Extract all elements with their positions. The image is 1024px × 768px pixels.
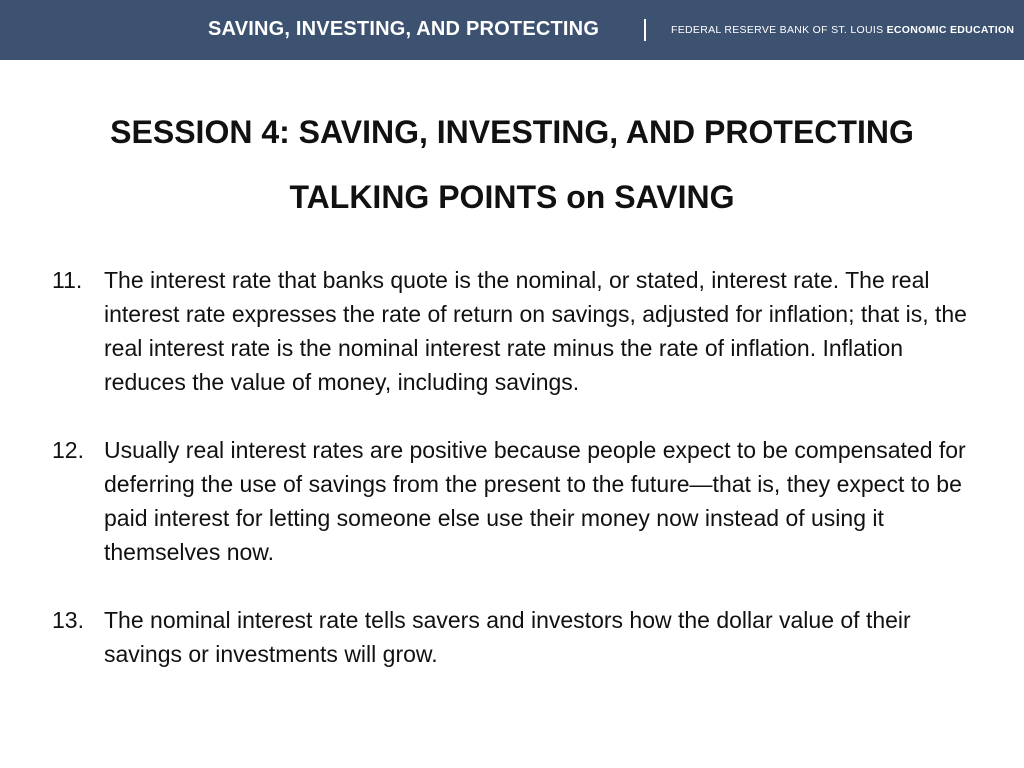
talking-point-13 [52,603,972,671]
talking-point-11 [52,263,972,399]
point-text: Usually real interest rates are positive because people expect to be compensated for deferring the use of savings from the present to the future—that is, they expect to be paid interest for letting someone else use their money now instead of using it themselves now. [104,437,966,565]
talking-points-list [52,263,972,705]
talking-point-12 [52,433,972,569]
point-number: 11. [52,267,83,293]
point-text: The nominal interest rate tells savers and investors how the dollar value of their savings or investments will grow. [104,607,911,667]
point-number: 13. [52,607,84,633]
point-number: 12. [52,437,84,463]
organization-name-regular: FEDERAL RESERVE BANK OF ST. LOUIS [671,24,884,36]
slide-title: SESSION 4: SAVING, INVESTING, AND PROTECTING [110,114,914,150]
banner-divider [644,19,646,41]
point-text: The interest rate that banks quote is the nominal, or stated, interest rate. The real interest rate expresses the rate of return on savings, adjusted for inflation; that is, the real interest rate is the nominal interest rate minus the rate of inflation. Inflation reduces the value of money, including savings. [104,267,967,395]
organization-name [671,24,1014,36]
slide-subtitle: TALKING POINTS on SAVING [289,179,735,215]
organization-name-bold: ECONOMIC EDUCATION [886,24,1015,36]
banner-title: SAVING, INVESTING, AND PROTECTING [208,18,600,40]
header-banner [0,0,1024,60]
